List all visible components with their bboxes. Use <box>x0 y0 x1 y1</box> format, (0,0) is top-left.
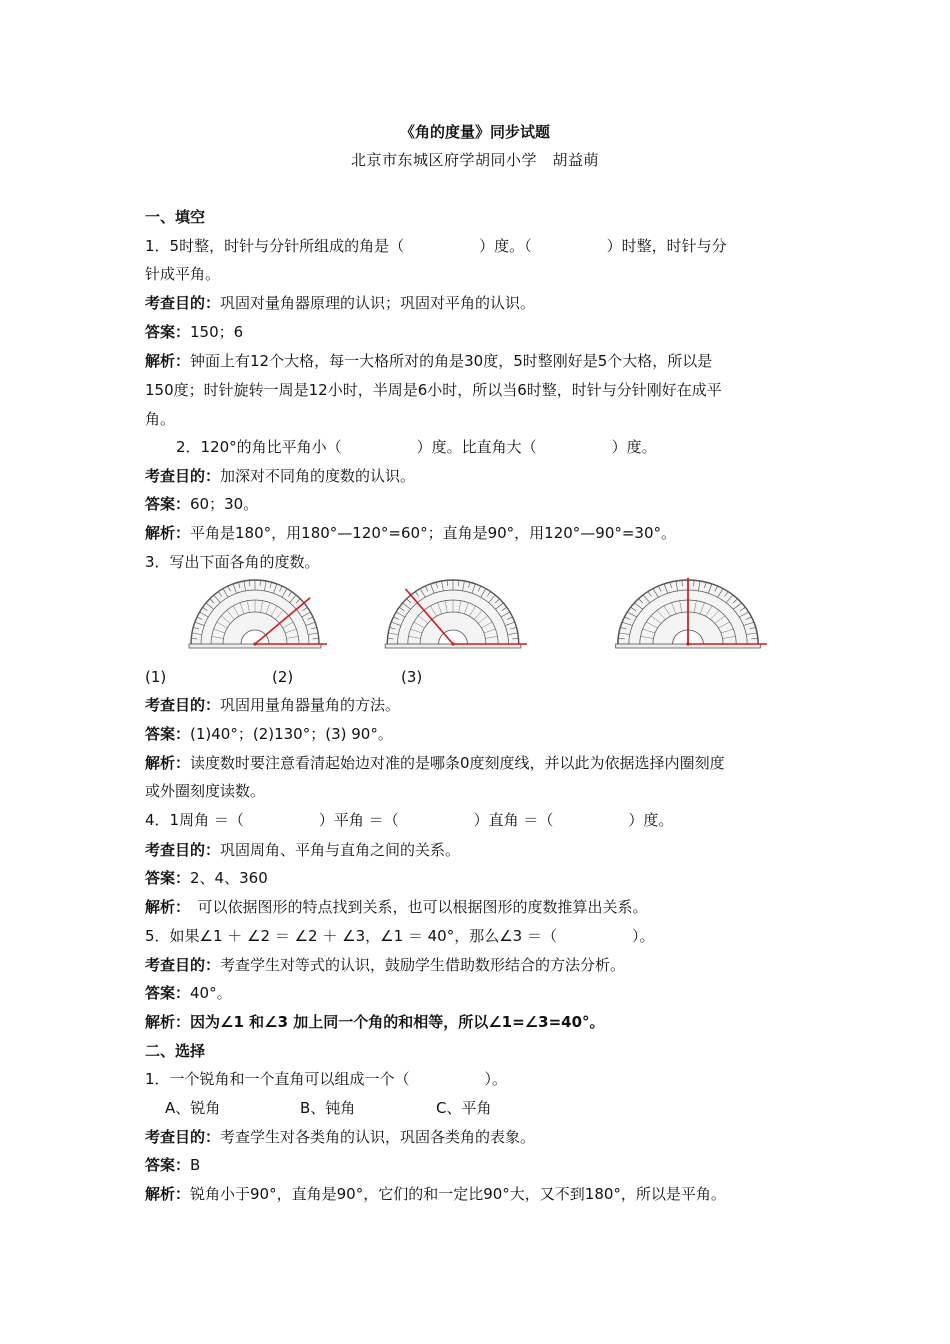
protractor-figure-2 <box>378 578 528 650</box>
q1-answer <box>145 322 243 342</box>
q3-analysis-line1 <box>145 753 725 773</box>
q5-purpose <box>145 955 625 975</box>
q2-purpose <box>145 466 415 486</box>
angle-vertex <box>253 642 256 645</box>
angle-vertex <box>686 642 690 645</box>
c1-option-b: B、钝角 <box>300 1099 356 1117</box>
angle-vertex <box>451 642 454 645</box>
q3-sub1: (1) <box>145 668 167 686</box>
analysis-label: 解析： <box>145 1185 191 1203</box>
analysis-label: 解析： <box>145 898 183 916</box>
answer-label: 答案： <box>145 725 191 743</box>
purpose-label: 考查目的： <box>145 841 221 859</box>
q2-analysis <box>145 523 676 543</box>
c1-text: 1．一个锐角和一个直角可以组成一个（ ）。 <box>145 1070 508 1088</box>
analysis-label: 解析： <box>145 1013 191 1031</box>
q5-text: 5．如果∠1 ＋ ∠2 ＝ ∠2 ＋ ∠3，∠1 ＝ 40°，那么∠3 ＝（ ）。 <box>145 927 655 945</box>
q3-text: 3．写出下面各角的度数。 <box>145 553 320 571</box>
answer-label: 答案： <box>145 984 191 1002</box>
q3-sub2: (2) <box>272 668 294 686</box>
c1-purpose-text: 考查学生对各类角的认识，巩固各类角的表象。 <box>220 1128 536 1146</box>
q4-purpose-text: 巩固周角、平角与直角之间的关系。 <box>220 841 461 859</box>
c1-analysis-text: 锐角小于90°，直角是90°，它们的和一定比90°大，又不到180°，所以是平角。 <box>190 1185 726 1203</box>
q1-text-line1: 1．5时整，时针与分针所组成的角是（ ）度。（ ）时整，时针与分 <box>145 237 727 255</box>
q1-analysis-line3: 角。 <box>145 410 176 428</box>
purpose-label: 考查目的： <box>145 1128 221 1146</box>
c1-answer-text: B <box>190 1156 201 1174</box>
q5-purpose-text: 考查学生对等式的认识，鼓励学生借助数形结合的方法分析。 <box>220 956 626 974</box>
answer-label: 答案： <box>145 1156 191 1174</box>
q1-purpose <box>145 293 535 313</box>
c1-analysis <box>145 1184 726 1204</box>
q2-answer-text: 60；30。 <box>190 495 259 513</box>
answer-label: 答案： <box>145 323 191 341</box>
q2-purpose-text: 加深对不同角的度数的认识。 <box>220 467 416 485</box>
q5-answer-text: 40°。 <box>190 984 232 1002</box>
purpose-label: 考查目的： <box>145 467 221 485</box>
q4-purpose <box>145 840 460 860</box>
q5-answer <box>145 983 232 1003</box>
q3-answer-text: (1)40°；(2)130°；(3) 90°。 <box>190 725 393 743</box>
analysis-label: 解析： <box>145 524 191 542</box>
q2-analysis-text: 平角是180°，用180°—120°=60°；直角是90°，用120°—90°=30°。 <box>190 524 677 542</box>
protractor-figure-3 <box>608 578 768 650</box>
q3-purpose <box>145 695 400 715</box>
section-heading-fill: 一、填空 <box>145 208 206 226</box>
q1-analysis-line1 <box>145 351 712 371</box>
q3-purpose-text: 巩固用量角器量角的方法。 <box>220 696 401 714</box>
q4-text: 4．1周角 ＝（ ）平角 ＝（ ）直角 ＝（ ）度。 <box>145 811 674 829</box>
q3-analysis-text1: 读度数时要注意看清起始边对准的是哪条0度刻度线，并以此为依据选择内圈刻度 <box>190 754 725 772</box>
q5-analysis <box>145 1012 605 1032</box>
q5-analysis-text: 因为∠1 和∠3 加上同一个角的和相等，所以∠1=∠3=40°。 <box>190 1013 605 1031</box>
q1-analysis-text1: 钟面上有12个大格，每一大格所对的角是30度，5时整刚好是5个大格，所以是 <box>190 352 713 370</box>
answer-label: 答案： <box>145 869 191 887</box>
purpose-label: 考查目的： <box>145 696 221 714</box>
q4-analysis <box>145 897 648 917</box>
q2-text: 2．120°的角比平角小（ ）度。比直角大（ ）度。 <box>176 438 657 456</box>
q3-answer <box>145 724 393 744</box>
purpose-label: 考查目的： <box>145 294 221 312</box>
c1-purpose <box>145 1127 535 1147</box>
analysis-label: 解析： <box>145 352 191 370</box>
analysis-label: 解析： <box>145 754 191 772</box>
q4-answer-text: 2、4、360 <box>190 869 268 887</box>
answer-label: 答案： <box>145 495 191 513</box>
q1-text-line2: 针成平角。 <box>145 265 221 283</box>
c1-answer <box>145 1155 200 1175</box>
q1-answer-text: 150；6 <box>190 323 244 341</box>
q3-sub3: (3) <box>401 668 423 686</box>
section-heading-choice: 二、选择 <box>145 1042 206 1060</box>
q1-purpose-text: 巩固对量角器原理的认识；巩固对平角的认识。 <box>220 294 536 312</box>
q4-analysis-text: 可以依据图形的特点找到关系，也可以根据图形的度数推算出关系。 <box>182 898 648 916</box>
q2-answer <box>145 494 258 514</box>
c1-option-a: A、锐角 <box>165 1099 221 1117</box>
q1-analysis-line2: 150度；时针旋转一周是12小时，半周是6小时，所以当6时整，时针与分针刚好在成平 <box>145 381 722 399</box>
c1-option-c: C、平角 <box>436 1099 492 1117</box>
q3-analysis-line2: 或外圈刻度读数。 <box>145 782 266 800</box>
author-line: 北京市东城区府学胡同小学 胡益萌 <box>350 151 599 169</box>
document-title: 《角的度量》同步试题 <box>399 123 550 141</box>
q4-answer <box>145 868 268 888</box>
protractor-figure-1 <box>182 578 328 650</box>
purpose-label: 考查目的： <box>145 956 221 974</box>
